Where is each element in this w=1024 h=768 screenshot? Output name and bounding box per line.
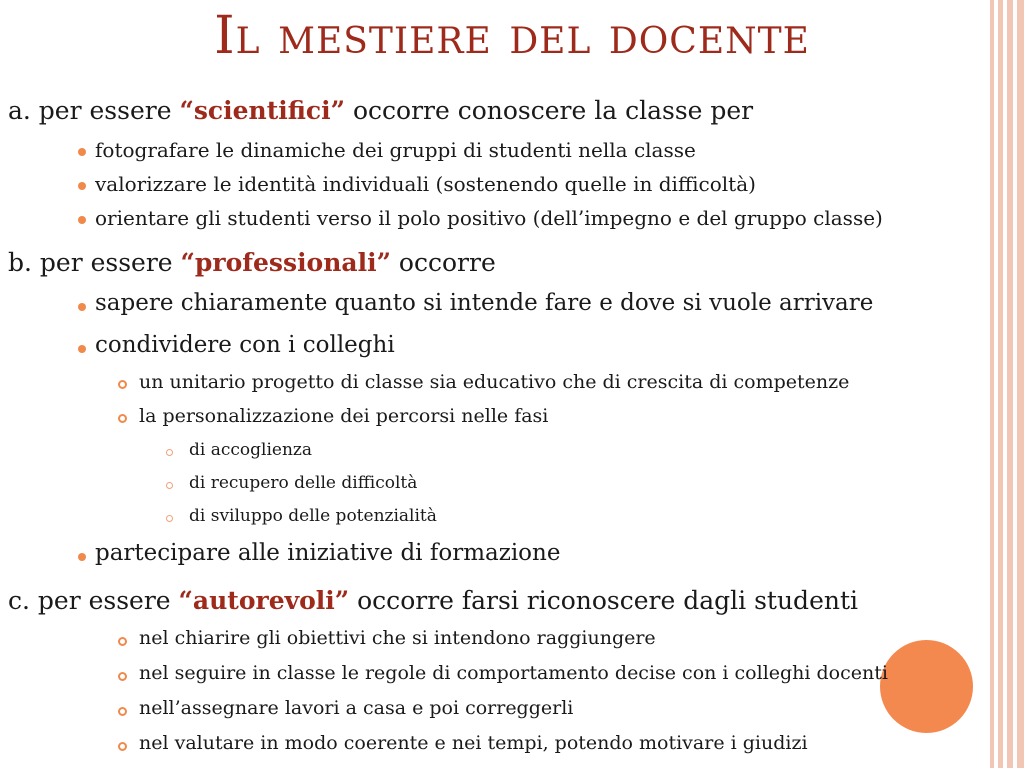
- phase-item: di accoglienza: [189, 440, 312, 460]
- bullet-icon: [78, 216, 86, 224]
- list-item: condividere con i colleghi: [95, 332, 395, 358]
- sub-list-item: nel seguire in classe le regole di comportamento decise con i colleghi docenti: [139, 662, 888, 684]
- sub-list-item: nell’assegnare lavori a casa e poi correggerli: [139, 697, 574, 719]
- bullet-ring-icon: [118, 707, 127, 716]
- phase-item: di recupero delle difficoltà: [189, 473, 418, 493]
- bullet-icon: [78, 148, 86, 156]
- bullet-ring-icon: [118, 672, 127, 681]
- bullet-icon: [78, 182, 86, 190]
- bullet-icon: [78, 303, 86, 311]
- list-item: orientare gli studenti verso il polo positivo (dell’impegno e del gruppo classe): [95, 206, 883, 230]
- bullet-ring-icon: [118, 742, 127, 751]
- decorative-stripes: [988, 0, 1024, 768]
- list-item: valorizzare le identità individuali (sostenendo quelle in difficoltà): [95, 172, 756, 196]
- sub-list-item: nel valutare in modo coerente e nei tempi, potendo motivare i giudizi: [139, 732, 808, 754]
- sub-list-item: un unitario progetto di classe sia educativo che di crescita di competenze: [139, 371, 850, 393]
- list-item: fotografare le dinamiche dei gruppi di studenti nella classe: [95, 138, 696, 162]
- slide-title: Il mestiere del docente: [214, 6, 810, 66]
- bullet-ring-icon: [166, 482, 173, 489]
- phase-item: di sviluppo delle potenzialità: [189, 506, 437, 526]
- bullet-ring-icon: [166, 515, 173, 522]
- bullet-ring-icon: [118, 637, 127, 646]
- bullet-ring-icon: [118, 414, 127, 423]
- bullet-icon: [78, 345, 86, 353]
- decorative-circle: [880, 640, 973, 733]
- list-item: sapere chiaramente quanto si intende fare e dove si vuole arrivare: [95, 290, 874, 316]
- bullet-ring-icon: [166, 449, 173, 456]
- sub-list-item: la personalizzazione dei percorsi nelle fasi: [139, 405, 549, 427]
- section-a-heading: a. per essere “scientifici” occorre conoscere la classe per: [8, 96, 754, 125]
- bullet-icon: [78, 553, 86, 561]
- section-b-heading: b. per essere “professionali” occorre: [8, 248, 496, 277]
- sub-list-item: nel chiarire gli obiettivi che si intendono raggiungere: [139, 627, 656, 649]
- list-item: partecipare alle iniziative di formazione: [95, 540, 561, 566]
- section-c-heading: c. per essere “autorevoli” occorre farsi riconoscere dagli studenti: [8, 586, 859, 615]
- bullet-ring-icon: [118, 380, 127, 389]
